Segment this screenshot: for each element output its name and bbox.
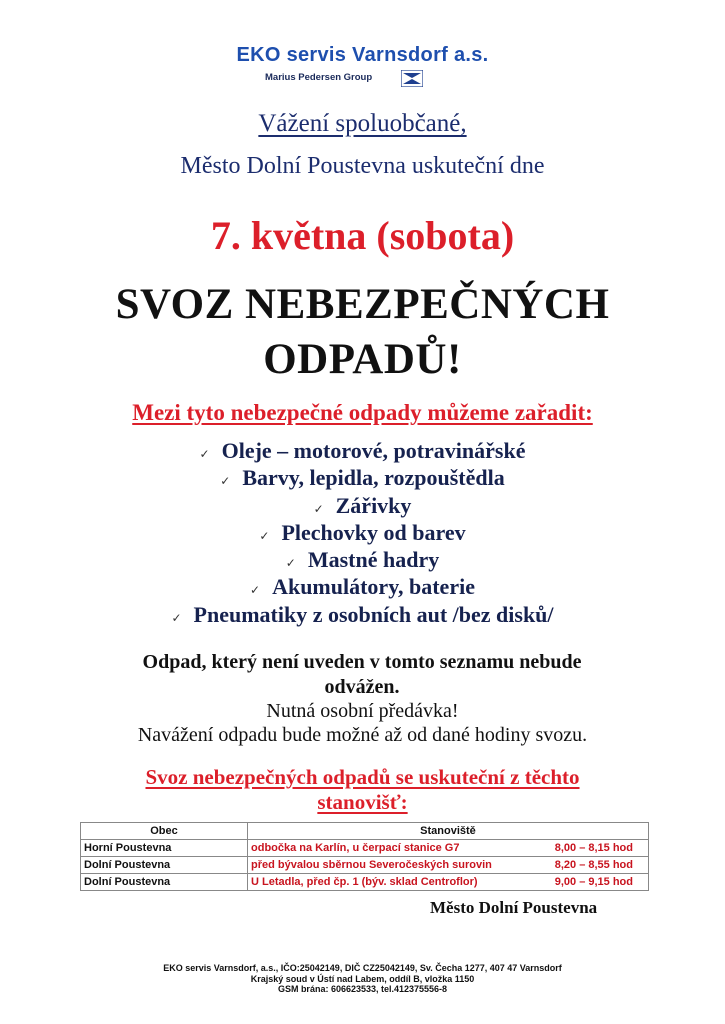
timing-note: Navážení odpadu bude možné až od dané hodiny svozu. — [137, 724, 588, 746]
not-listed-note: Odpad, který není uveden v tomto seznamu nebude odvážen. — [142, 651, 582, 698]
footer-line-1: EKO servis Varnsdorf, a.s., IČO:25042149, DIČ CZ25042149, Sv. Čecha 1277, 407 47 Varnsdorf — [163, 963, 562, 973]
greeting: Vážení spoluobčané, — [258, 110, 467, 137]
cell-obec: Dolní Poustevna — [81, 857, 248, 874]
headline-line-2: ODPADŮ! — [263, 336, 462, 383]
check-icon: ✓ — [259, 528, 270, 543]
list-item: ✓ Mastné hadry — [285, 547, 440, 573]
check-icon: ✓ — [171, 610, 182, 625]
intro-text: Město Dolní Poustevna uskuteční dne — [180, 153, 545, 179]
event-date: 7. května (sobota) — [210, 213, 515, 258]
cell-stanoviste: před bývalou sběrnou Severočeských surovin 8,20 – 8,55 hod — [248, 857, 649, 874]
table-row — [81, 874, 649, 891]
table-row — [81, 840, 649, 857]
cell-time: 9,00 – 9,15 hod — [554, 876, 633, 888]
check-icon: ✓ — [250, 583, 261, 598]
footer-line-3: GSM brána: 606623533, tel.412375556-8 — [277, 984, 448, 994]
marius-pedersen-logo-icon — [401, 70, 423, 87]
list-item: ✓ Zářivky — [313, 492, 412, 518]
cell-obec: Horní Poustevna — [81, 840, 248, 857]
list-item: ✓ Plechovky od barev — [259, 519, 466, 545]
waste-list-title: Mezi tyto nebezpečné odpady můžeme zařadit: — [132, 400, 593, 425]
cell-time: 8,00 – 8,15 hod — [554, 842, 633, 854]
check-icon: ✓ — [199, 447, 210, 461]
column-header-obec: Obec — [81, 823, 248, 840]
table-header-row — [81, 823, 649, 840]
group-name: Marius Pedersen Group — [265, 72, 373, 83]
waste-list — [0, 437, 725, 628]
list-item: ✓ Barvy, lepidla, rozpouštědla — [220, 465, 505, 491]
list-item: ✓ Oleje – motorové, potravinářské — [199, 438, 526, 463]
sites-title: Svoz nebezpečných odpadů se uskuteční z těchto stanovišť: — [145, 765, 580, 814]
cell-time: 8,20 – 8,55 hod — [554, 859, 633, 871]
check-icon: ✓ — [313, 501, 324, 516]
list-item: ✓ Pneumatiky z osobních aut /bez disků/ — [171, 601, 554, 627]
cell-obec: Dolní Poustevna — [81, 874, 248, 891]
signature: Město Dolní Poustevna — [430, 898, 598, 917]
check-icon: ✓ — [285, 556, 296, 571]
column-header-stanoviste: Stanoviště — [248, 823, 649, 840]
collection-sites-table — [80, 822, 649, 891]
cell-stanoviste: odbočka na Karlín, u čerpací stanice G7 8,00 – 8,15 hod — [248, 840, 649, 857]
check-icon: ✓ — [220, 474, 231, 489]
list-item: ✓ Akumulátory, baterie — [250, 574, 475, 600]
footer — [0, 963, 725, 995]
table-row — [81, 857, 649, 874]
company-name: EKO servis Varnsdorf a.s. — [236, 44, 489, 66]
cell-stanoviste: U Letadla, před čp. 1 (býv. sklad Centroflor) 9,00 – 9,15 hod — [248, 874, 649, 891]
headline-line-1: SVOZ NEBEZPEČNÝCH — [115, 281, 610, 328]
personal-handover-note: Nutná osobní předávka! — [266, 700, 459, 722]
footer-line-2: Krajský soud v Ústí nad Labem, oddíl B, vložka 1150 — [250, 973, 475, 984]
